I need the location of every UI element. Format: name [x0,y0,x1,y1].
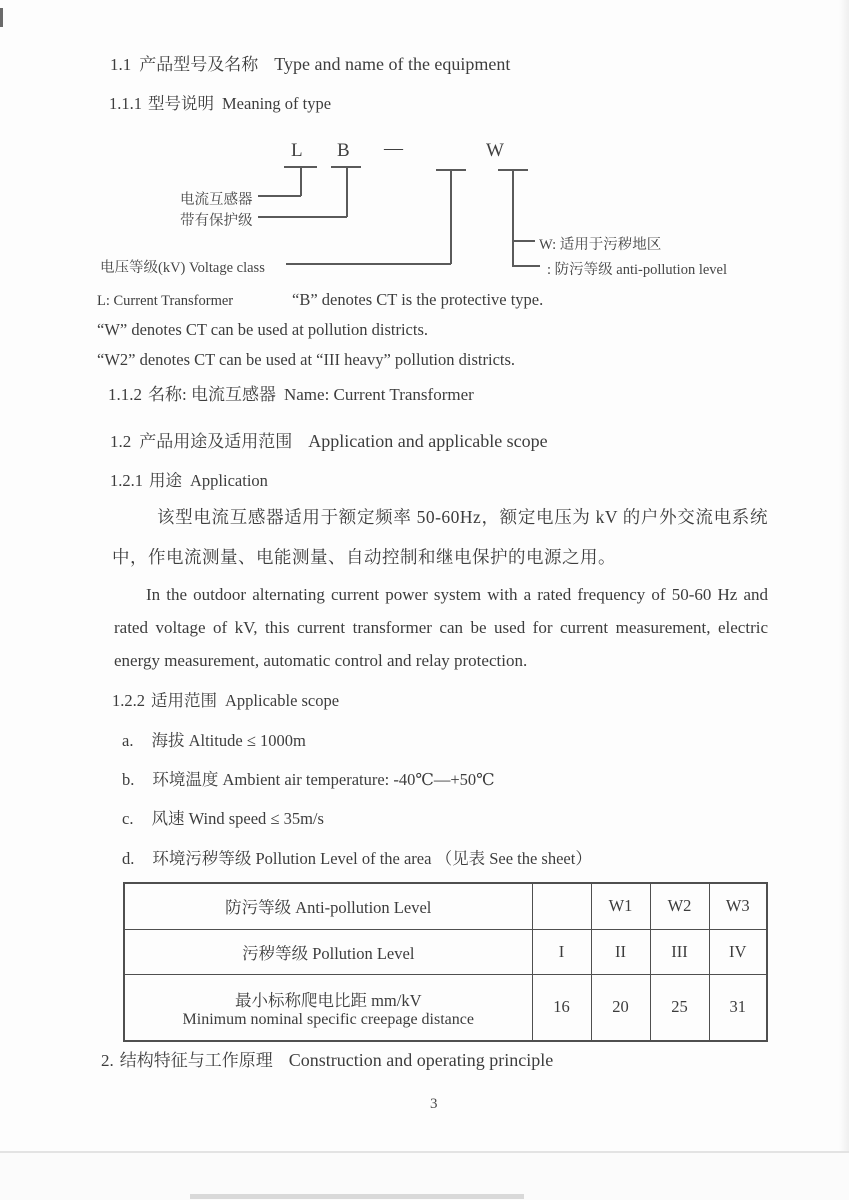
heading-2 [101,1046,553,1071]
pollution-level-table [123,882,768,1042]
heading-en: Type and name of the equipment [274,54,511,74]
item-text: 风速 Wind speed ≤ 35m/s [151,809,324,828]
table-row-pollution-level [124,929,767,974]
cell: III [650,929,709,974]
label-current-transformer: 电流互感器 [180,192,253,208]
cell: W1 [591,883,650,929]
page-number: 3 [430,1096,438,1112]
connector-blank-vertical [450,171,452,264]
scan-right-edge-shadow [839,0,849,1200]
heading-number: 1.1.1 [109,94,142,113]
cell: II [591,929,650,974]
row-label [124,974,532,1041]
row-label: 防污等级 Anti-pollution Level [124,883,532,929]
connector-l-horizontal [258,195,301,197]
heading-en: Meaning of type [222,94,332,113]
diagram-letter-b: B [337,140,350,161]
heading-en: Construction and operating principle [288,1050,554,1070]
heading-number: 1.2 [110,432,132,451]
scan-corner-mark [0,8,3,27]
label-voltage-class: 电压等级(kV) Voltage class [100,260,265,276]
connector-anti-pollution-stub [512,265,540,267]
row-label-en: Minimum nominal specific creepage distance [182,1011,474,1029]
heading-zh: 产品用途及适用范围 [139,432,293,451]
cell: IV [709,929,767,974]
scope-item-b [122,766,495,790]
cell: 16 [532,974,591,1041]
label-w-pollution-district: W: 适用于污秽地区 [539,237,662,253]
heading-1-2 [110,427,548,452]
cell: W3 [709,883,767,929]
item-label: b. [122,770,135,789]
connector-w-stub [512,240,535,242]
diagram-letter-w: W [486,140,504,161]
table-row-anti-pollution [124,883,767,929]
item-label: d. [122,849,135,868]
cell: 25 [650,974,709,1041]
heading-1-1-1 [109,90,331,114]
cell: 20 [591,974,650,1041]
scan-bottom-band [0,1152,849,1200]
item-label: a. [122,731,134,750]
heading-number: 1.1 [110,55,132,74]
heading-en: Applicable scope [225,691,340,710]
diagram-letter-dash: — [384,138,403,159]
note-b-meaning: “B” denotes CT is the protective type. [292,290,544,309]
heading-en: Name: Current Transformer [283,385,474,404]
connector-b-horizontal [258,216,347,218]
scan-paper-edge-line [0,1151,849,1153]
connector-l-vertical [300,168,302,196]
heading-1-2-2 [112,687,339,711]
heading-zh: 名称: 电流互感器 [148,385,276,404]
heading-number: 1.2.2 [112,691,145,710]
scope-item-c [122,805,324,829]
heading-en: Application and applicable scope [308,431,548,451]
note-l-meaning: L: Current Transformer [97,293,234,309]
heading-zh: 结构特征与工作原理 [119,1051,273,1070]
paragraph-application-en: In the outdoor alternating current power system with a rated frequency of 50-60 Hz and rated voltage of kV, this current transformer can be used for current measurement, electric energy measurement, automatic control and relay protection. [114,585,768,670]
heading-1-2-1 [110,467,268,491]
note-w-meaning: “W” denotes CT can be used at pollution districts. [97,320,428,339]
diagram-letter-l: L [291,140,303,161]
heading-zh: 适用范围 [151,691,217,710]
item-text: 海拔 Altitude ≤ 1000m [151,731,306,750]
heading-number: 1.1.2 [108,385,142,404]
heading-zh: 用途 [149,471,182,490]
heading-zh: 产品型号及名称 [139,55,259,74]
heading-zh: 型号说明 [148,94,214,113]
connector-w-vertical [512,171,514,266]
label-protective-class: 带有保护级 [180,213,253,229]
heading-1-1 [110,50,510,75]
table-row-creepage-distance [124,974,767,1041]
scope-item-a [122,727,306,751]
heading-number: 2. [101,1051,114,1070]
cell: I [532,929,591,974]
label-anti-pollution-level: : 防污等级 anti-pollution level [547,262,728,278]
heading-number: 1.2.1 [110,471,143,490]
row-label: 污秽等级 Pollution Level [124,929,532,974]
connector-b-vertical [346,168,348,217]
row-label-zh: 最小标称爬电比距 mm/kV [234,991,422,1011]
cell [532,883,591,929]
heading-en: Application [190,471,268,490]
connector-voltage-horizontal [286,263,451,265]
cell: 31 [709,974,767,1041]
scan-bottom-strip [190,1194,524,1199]
item-label: c. [122,809,134,828]
scope-item-d [122,845,592,869]
note-w2-meaning: “W2” denotes CT can be used at “III heavy” pollution districts. [97,350,516,369]
cell: W2 [650,883,709,929]
paragraph-application-zh: 该型电流互感器适用于额定频率 50-60Hz，额定电压为 kV 的户外交流电系统中，作电流测量、电能测量、自动控制和继电保护的电源之用。 [112,507,768,567]
item-text: 环境污秽等级 Pollution Level of the area （见表 See the sheet） [152,849,592,868]
heading-1-1-2 [108,380,474,405]
item-text: 环境温度 Ambient air temperature: -40℃—+50℃ [152,770,495,789]
